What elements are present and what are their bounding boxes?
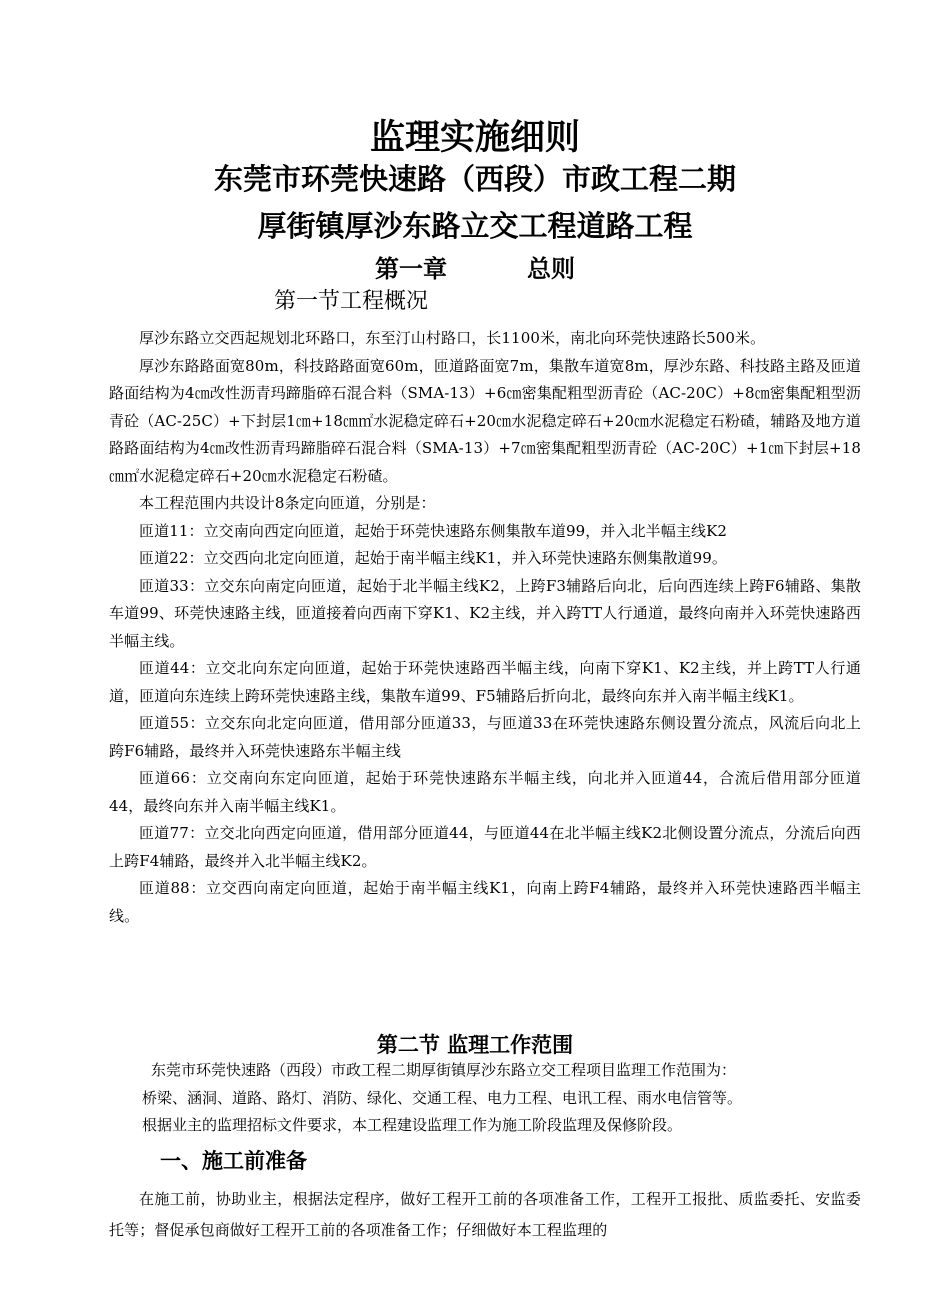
section-body-2 — [142, 1057, 882, 1140]
project-subtitle: 东莞市环莞快速路（西段）市政工程二期 — [213, 162, 736, 196]
paragraph: 根据业主的监理招标文件要求，本工程建设监理工作为施工阶段监理及保修阶段。 — [142, 1116, 683, 1134]
paragraph: 匝道11：立交南向西定向匝道，起始于环莞快速路东侧集散车道99，并入北半幅主线K2 — [139, 521, 728, 540]
paragraph: 匝道22：立交西向北定向匝道，起始于南半幅主线K1，并入环莞快速路东侧集散道99。 — [139, 549, 728, 567]
paragraph: 东莞市环莞快速路（西段）市政工程二期厚街镇厚沙东路立交工程项目监理工作范围为： — [151, 1061, 737, 1079]
paragraph: 本工程范围内共设计8条定向匝道，分别是： — [139, 494, 436, 512]
paragraph: 在施工前，协助业主，根据法定程序，做好工程开工前的各项准备工作，工程开工报批、质监委托、安监委托等；督促承包商做好工程开工前的各项准备工作；仔细做好本工程监理的 — [109, 1190, 861, 1239]
paragraph: 桥梁、涵洞、道路、路灯、消防、绿化、交通工程、电力工程、电讯工程、雨水电信管等。 — [142, 1088, 743, 1107]
paragraph: 厚沙东路路面宽80m，科技路路面宽60m，匝道路面宽7m，集散车道宽8m，厚沙东路、科技路主路及匝道路面结构为4㎝改性沥青玛蹄脂碎石混合料（SMA-13）+6㎝密集配粗型沥青砼（AC-20C）+8㎝密集配粗型沥青砼（AC-25C）+下封层1㎝+18㎝㎡水泥稳定碎石+20㎝水泥稳定碎石+20㎝水泥稳定石粉碴，辅路及地方道路路面结构为4㎝改性沥青玛蹄脂碎石混合料（SMA-13）+7㎝密集配粗型沥青砼（AC-20C）+1㎝下封层+18㎝㎡水泥稳定碎石+20㎝水泥稳定石粉碴。 — [109, 356, 861, 485]
chapter-number: 第一章 — [375, 254, 447, 283]
section-body — [109, 325, 861, 930]
project-subtitle-2: 厚街镇厚沙东路立交工程道路工程 — [257, 209, 693, 243]
subsection-heading: 一、施工前准备 — [160, 1148, 307, 1173]
section-heading: 第一节工程概况 — [274, 289, 429, 314]
paragraph: 匝道66：立交南向东定向匝道，起始于环莞快速路东半幅主线，向北并入匝道44，合流后借用部分匝道44，最终向东并入南半幅主线K1。 — [109, 769, 861, 815]
section-heading-2: 第二节 监理工作范围 — [376, 1032, 574, 1057]
paragraph: 匝道33：立交东向南定向匝道，起始于北半幅主线K2，上跨F3辅路后向北，后向西连续上跨F6辅路、集散车道99、环莞快速路主线，匝道接着向西南下穿K1、K2主线，并入跨TT人行通道，最终向南并入环莞快速路西半幅主线。 — [109, 576, 861, 650]
paragraph: 匝道55：立交东向北定向匝道，借用部分匝道33，与匝道33在环莞快速路东侧设置分流点，风流后向北上跨F6辅路，最终并入环莞快速路东半幅主线 — [109, 714, 861, 760]
paragraph: 匝道88：立交西向南定向匝道，起始于南半幅主线K1，向南上跨F4辅路，最终并入环莞快速路西半幅主线。 — [109, 879, 861, 925]
paragraph: 匝道77：立交北向西定向匝道，借用部分匝道44，与匝道44在北半幅主线K2北侧设置分流点，分流后向西上跨F4辅路，最终并入北半幅主线K2。 — [109, 824, 861, 870]
subsection-body — [109, 1184, 861, 1246]
paragraph: 匝道44：立交北向东定向匝道，起始于环莞快速路西半幅主线，向南下穿K1、K2主线，并上跨TT人行通道，匝道向东连续上跨环莞快速路主线，集散车道99、F5辅路后折向北，最终向东并入南半幅主线K1。 — [109, 659, 861, 705]
document-title: 监理实施细则 — [369, 117, 580, 158]
chapter-heading — [0, 252, 950, 286]
paragraph: 厚沙东路立交西起规划北环路口，东至汀山村路口，长1100米，南北向环莞快速路长500米。 — [139, 329, 766, 347]
chapter-name: 总则 — [527, 254, 575, 283]
